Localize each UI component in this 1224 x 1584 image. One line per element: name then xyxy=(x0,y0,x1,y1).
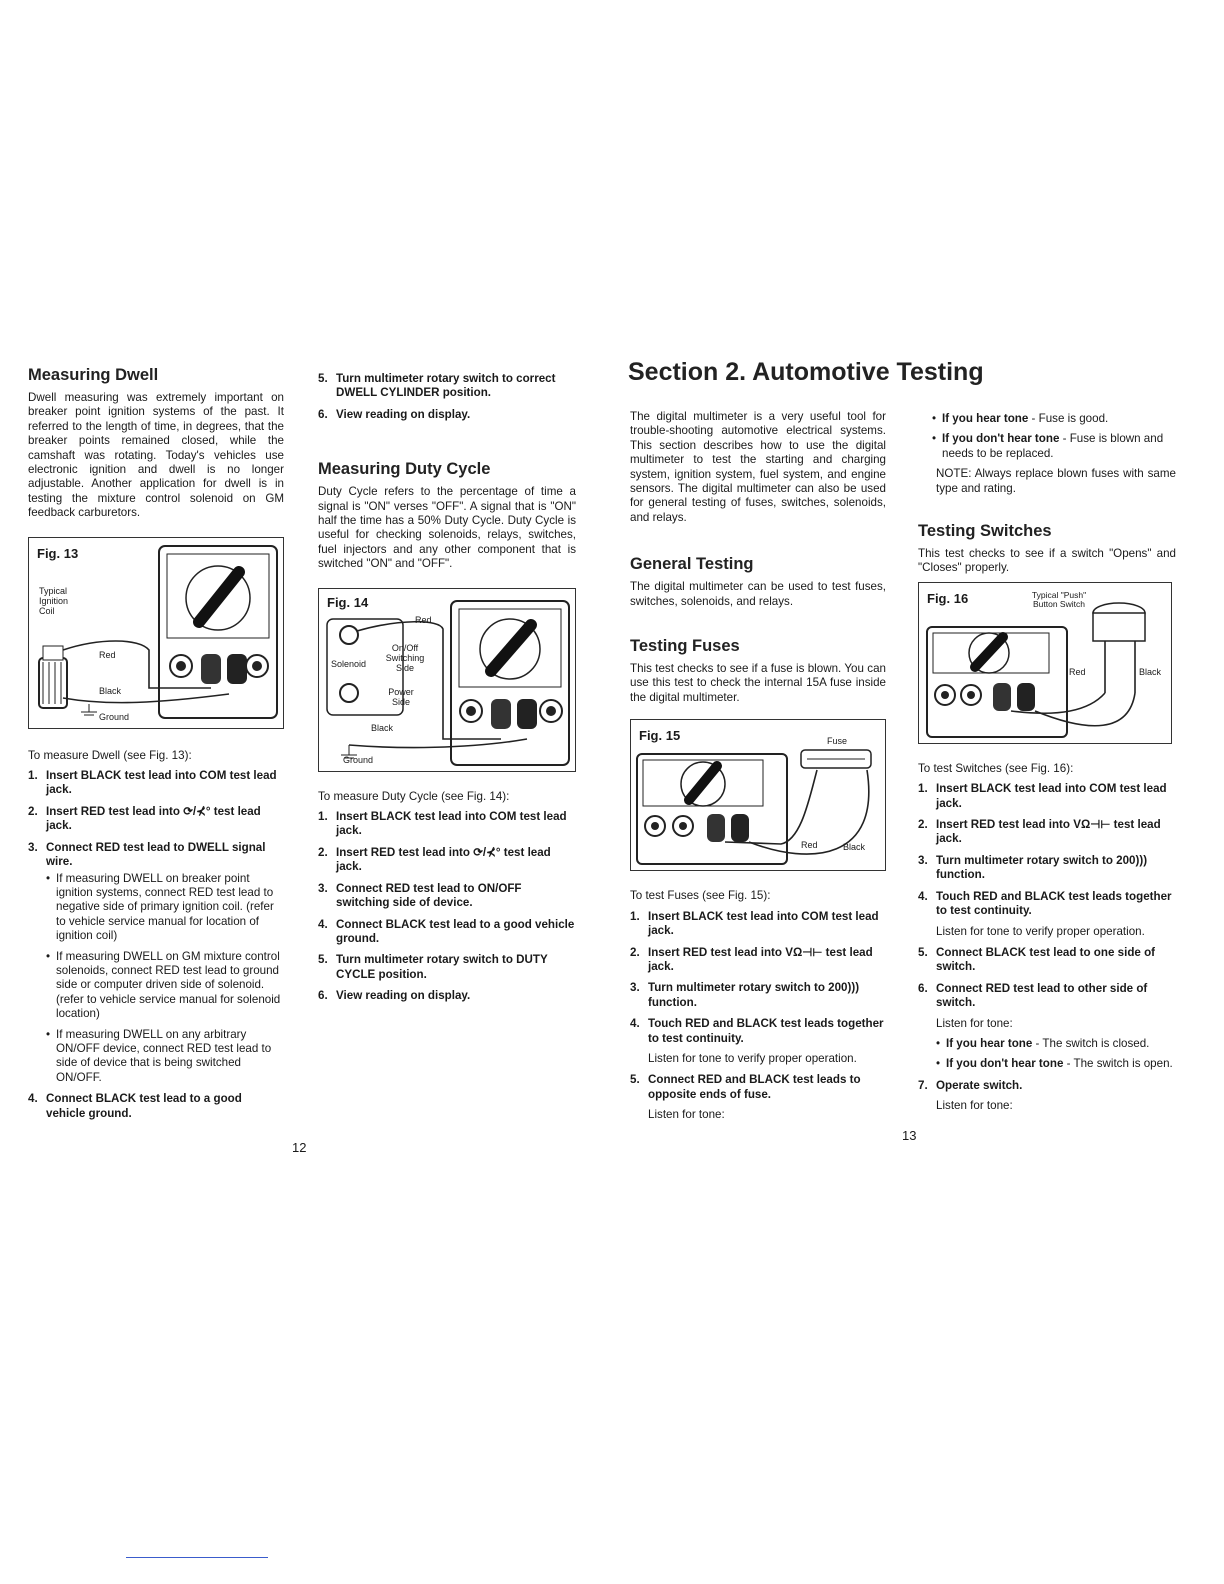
fig-16-red-label: Red xyxy=(1069,666,1086,677)
testing-switches-description: This test checks to see if a switch "Opens" and "Closes" properly. xyxy=(918,547,1176,575)
column-duty-cycle xyxy=(318,372,576,1011)
list-item: • If you hear tone - The switch is closed. xyxy=(936,1037,1176,1051)
list-item: 7. Operate switch. Listen for tone: xyxy=(918,1078,1023,1113)
footer-rule xyxy=(126,1557,268,1558)
fuse-note: NOTE: Always replace blown fuses with same type and rating. xyxy=(936,467,1176,495)
dwell-bullets xyxy=(46,872,284,1086)
list-item: 4. Touch RED and BLACK test leads together to test continuity. Listen for tone to verify proper operation. xyxy=(630,1017,884,1065)
list-item: 3. Connect RED test lead to DWELL signal wire. • If measuring DWELL on breaker point ignition systems, connect RED test lead to negative side of primary ignition coil. (refer to vehicle service manual for location of ignition coil) • If measuring DWELL on GM mixture control solenoids, connect RED test lead to ground side or computer driven side of solenoid. (refer to vehicle service manual for solenoid location) • If measuring DWELL on any arbitrary ON/OFF device, connect RED test lead to side of device that is being switched ON/OFF. xyxy=(28,841,284,1086)
page-number-right: 13 xyxy=(902,1128,917,1143)
fig-16-push-label: Typical "Push" Button Switch xyxy=(1031,589,1087,609)
fig-14-power-label: Power Side xyxy=(388,686,414,707)
fig-16-black-label: Black xyxy=(1139,666,1162,677)
list-item: • If measuring DWELL on any arbitrary ON/OFF device, connect RED test lead to side of device that is being switched ON/OFF. xyxy=(46,1028,284,1086)
list-item: 2. Insert RED test lead into VΩ⊣⊢ test lead jack. xyxy=(630,945,873,973)
duty-cycle-steps xyxy=(318,810,576,1003)
fig-13-black-label: Black xyxy=(99,685,122,696)
list-item: 5. Turn multimeter rotary switch to correct DWELL CYLINDER position. xyxy=(318,372,556,400)
fig-14-onoff-label: On/Off Switching Side xyxy=(385,642,425,673)
fig-13-red-label: Red xyxy=(99,649,116,660)
fig-14-black-label: Black xyxy=(371,722,394,733)
testing-switches-steps xyxy=(918,782,1176,1113)
list-item: 1. Insert BLACK test lead into COM test lead jack. xyxy=(318,810,567,838)
list-item: 5. Turn multimeter rotary switch to DUTY CYCLE position. xyxy=(318,953,548,981)
dwell-description: Dwell measuring was extremely important on breaker point ignition systems of the past. It referred to the length of time, in degrees, that the breaker points remained closed, while the camshaft was rotating. Today's vehicles use electronic ignition and dwell is no longer adjustable. Another application for dwell is in testing the mixture control solenoid on GM feedback carburetors. xyxy=(28,391,284,520)
list-item: 6. Connect RED test lead to other side of switch. Listen for tone: • If you hear tone - The switch is closed. • If you don't hear tone - The switch is open. xyxy=(918,982,1176,1072)
fig-15-red-label: Red xyxy=(801,840,818,851)
section-heading-testing-switches: Testing Switches xyxy=(918,522,1052,541)
fig-13-ground-label: Ground xyxy=(99,711,130,722)
list-item: • If measuring DWELL on GM mixture control solenoids, connect RED test lead to ground side or computer driven side of solenoid. (refer to vehicle service manual for solenoid location) xyxy=(46,950,284,1022)
fig-13-diagram xyxy=(29,538,283,728)
duty-cycle-description: Duty Cycle refers to the percentage of time a signal is "ON" verses "OFF". A signal that is "ON" half the time has a 50% Duty Cycle. Duty Cycle is useful for checking solenoids, relays, switches, fuel injectors and any other component that is switched "ON" and "OFF". xyxy=(318,485,576,571)
list-item: 6. View reading on display. xyxy=(318,989,471,1003)
section-heading-duty-cycle: Measuring Duty Cycle xyxy=(318,460,491,479)
list-item: 4. Connect BLACK test lead to a good vehicle ground. xyxy=(318,917,575,945)
column-general-and-fuses xyxy=(630,410,886,1130)
list-item: 4. Connect BLACK test lead to a good vehicle ground. xyxy=(28,1092,242,1120)
dwell-intro: To measure Dwell (see Fig. 13): xyxy=(28,748,192,762)
list-item: 3. Connect RED test lead to ON/OFF switching side of device. xyxy=(318,881,522,910)
list-item: • If you don't hear tone - Fuse is blown and needs to be replaced. xyxy=(932,432,1176,461)
list-item: • If you hear tone - Fuse is good. xyxy=(932,412,1176,426)
fig-14-red-label: Red xyxy=(415,614,432,625)
figure-16 xyxy=(918,582,1172,744)
section-heading-general-testing: General Testing xyxy=(630,555,754,574)
list-item: 2. Insert RED test lead into VΩ⊣⊢ test lead jack. xyxy=(918,818,1161,846)
fuse-results xyxy=(932,412,1176,461)
list-item: 2. Insert RED test lead into ⟳/⊀° test lead jack. xyxy=(318,845,551,874)
fig-16-label: Fig. 16 xyxy=(927,590,969,606)
section-title: Section 2. Automotive Testing xyxy=(628,358,984,386)
list-item: 5. Connect BLACK test lead to one side of switch. xyxy=(918,945,1156,974)
fig-14-solenoid-label: Solenoid xyxy=(331,658,367,669)
testing-fuses-intro: To test Fuses (see Fig. 15): xyxy=(630,889,771,903)
fig-13-label: Fig. 13 xyxy=(37,545,79,561)
fig-14-diagram xyxy=(319,589,575,771)
testing-fuses-steps xyxy=(630,910,886,1123)
column-switches xyxy=(918,410,1176,1121)
fig-15-label: Fig. 15 xyxy=(639,728,681,744)
list-item: 1. Insert BLACK test lead into COM test lead jack. xyxy=(918,782,1167,810)
fig-15-black-label: Black xyxy=(843,842,866,853)
page-number-left: 12 xyxy=(292,1140,307,1155)
figure-15 xyxy=(630,719,886,871)
list-item: 2. Insert RED test lead into ⟳/⊀° test lead jack. xyxy=(28,804,261,833)
list-item: 5. Connect RED and BLACK test leads to opposite ends of fuse. Listen for tone: xyxy=(630,1073,861,1122)
list-item: • If measuring DWELL on breaker point ignition systems, connect RED test lead to negative side of primary ignition coil. (refer to vehicle service manual for location of ignition coil) xyxy=(46,872,284,944)
duty-cycle-intro: To measure Duty Cycle (see Fig. 14): xyxy=(318,789,510,803)
fig-15-fuse-label: Fuse xyxy=(827,736,848,747)
dwell-steps xyxy=(28,769,284,1121)
general-testing-description: The digital multimeter can be used to test fuses, switches, solenoids, and relays. xyxy=(630,580,886,608)
list-item: 1. Insert BLACK test lead into COM test lead jack. xyxy=(28,769,277,797)
figure-13 xyxy=(28,537,284,729)
fig-14-label: Fig. 14 xyxy=(327,594,369,610)
fig-13-coil-label: Typical Ignition Coil xyxy=(39,585,69,616)
list-item: 4. Touch RED and BLACK test leads together to test continuity. Listen for tone to verify proper operation. xyxy=(918,889,1172,938)
testing-fuses-description: This test checks to see if a fuse is blown. You can use this test to check the internal 15A fuse inside the digital multimeter. xyxy=(630,662,886,704)
list-item: 3. Turn multimeter rotary switch to 200))) function. xyxy=(630,981,860,1009)
list-item: 3. Turn multimeter rotary switch to 200))) function. xyxy=(918,853,1148,882)
section-heading-measuring-dwell: Measuring Dwell xyxy=(28,366,159,384)
list-item: 6. View reading on display. xyxy=(318,407,471,421)
section-heading-testing-fuses: Testing Fuses xyxy=(630,637,740,656)
list-item: • If you don't hear tone - The switch is open. xyxy=(936,1057,1176,1071)
figure-14 xyxy=(318,588,576,772)
column-measuring-dwell xyxy=(28,366,284,1128)
list-item: 1. Insert BLACK test lead into COM test lead jack. xyxy=(630,909,879,938)
section-intro: The digital multimeter is a very useful tool for trouble-shooting automotive electrical systems. This section describes how to use the digital multimeter to test the starting and charging system, ignition system, fuel system, and engine sensors. The digital multimeter can also be used for general testing of fuses, switches, solenoids, and relays. xyxy=(630,410,886,524)
dwell-steps-continued xyxy=(318,372,576,422)
switch-results xyxy=(936,1037,1176,1072)
fig-14-ground-label: Ground xyxy=(343,754,374,765)
testing-switches-intro: To test Switches (see Fig. 16): xyxy=(918,761,1074,775)
